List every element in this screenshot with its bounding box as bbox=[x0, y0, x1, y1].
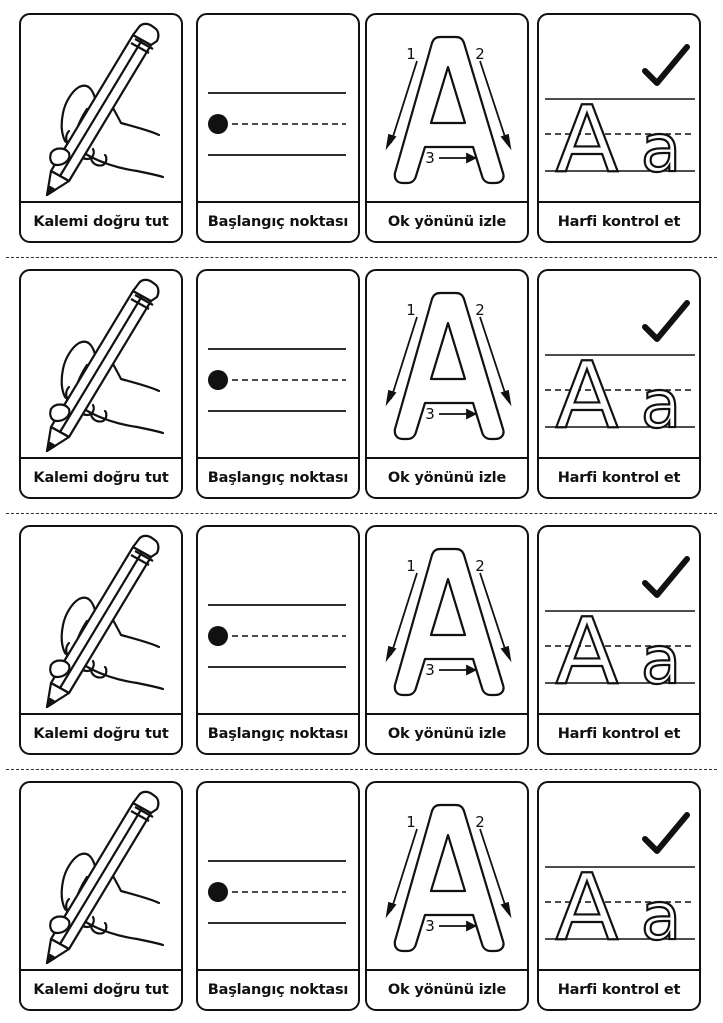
svg-text:a: a bbox=[640, 366, 682, 443]
svg-text:3: 3 bbox=[425, 405, 435, 423]
card-follow-arrows bbox=[365, 525, 529, 755]
card-hold-pencil bbox=[19, 269, 183, 499]
hand-pencil-icon bbox=[21, 527, 180, 712]
card-row bbox=[0, 13, 723, 249]
svg-text:1: 1 bbox=[406, 557, 416, 575]
checkmark-icon bbox=[539, 783, 698, 968]
svg-text:1: 1 bbox=[406, 301, 416, 319]
svg-text:2: 2 bbox=[475, 557, 485, 575]
card-label: Ok yönünü izle bbox=[367, 201, 527, 241]
svg-text:A: A bbox=[555, 598, 619, 705]
card-check-letter bbox=[537, 525, 701, 755]
hand-pencil-icon bbox=[21, 271, 180, 456]
cut-line bbox=[6, 769, 717, 770]
svg-text:1: 1 bbox=[406, 813, 416, 831]
svg-text:2: 2 bbox=[475, 45, 485, 63]
svg-text:2: 2 bbox=[475, 301, 485, 319]
svg-text:a: a bbox=[640, 110, 682, 187]
card-label: Kalemi doğru tut bbox=[21, 457, 181, 497]
card-hold-pencil bbox=[19, 13, 183, 243]
svg-text:3: 3 bbox=[425, 917, 435, 935]
card-start-point bbox=[196, 781, 360, 1011]
card-check-letter bbox=[537, 269, 701, 499]
card-start-point bbox=[196, 13, 360, 243]
card-label: Harfi kontrol et bbox=[539, 713, 699, 753]
card-hold-pencil bbox=[19, 525, 183, 755]
card-hold-pencil bbox=[19, 781, 183, 1011]
card-follow-arrows bbox=[365, 13, 529, 243]
card-check-letter bbox=[537, 781, 701, 1011]
card-label: Kalemi doğru tut bbox=[21, 969, 181, 1009]
checkmark-icon bbox=[539, 527, 698, 712]
svg-text:A: A bbox=[555, 342, 619, 449]
hand-pencil-icon bbox=[21, 783, 180, 968]
start-dot-icon bbox=[198, 15, 357, 200]
svg-text:A: A bbox=[555, 86, 619, 193]
card-row bbox=[0, 269, 723, 505]
card-follow-arrows bbox=[365, 781, 529, 1011]
stroke-arrow-icon bbox=[367, 783, 526, 968]
card-label: Kalemi doğru tut bbox=[21, 201, 181, 241]
svg-text:a: a bbox=[640, 878, 682, 955]
svg-text:1: 1 bbox=[406, 45, 416, 63]
checkmark-icon bbox=[539, 271, 698, 456]
card-label: Harfi kontrol et bbox=[539, 969, 699, 1009]
card-label: Ok yönünü izle bbox=[367, 969, 527, 1009]
card-row bbox=[0, 525, 723, 761]
card-label: Ok yönünü izle bbox=[367, 457, 527, 497]
card-label: Harfi kontrol et bbox=[539, 457, 699, 497]
card-start-point bbox=[196, 525, 360, 755]
hand-pencil-icon bbox=[21, 15, 180, 200]
card-follow-arrows bbox=[365, 269, 529, 499]
stroke-arrow-icon bbox=[367, 271, 526, 456]
start-dot-icon bbox=[198, 271, 357, 456]
stroke-arrow-icon bbox=[367, 527, 526, 712]
card-label: Başlangıç noktası bbox=[198, 201, 358, 241]
card-label: Başlangıç noktası bbox=[198, 969, 358, 1009]
card-label: Başlangıç noktası bbox=[198, 713, 358, 753]
card-label: Kalemi doğru tut bbox=[21, 713, 181, 753]
svg-text:a: a bbox=[640, 622, 682, 699]
card-check-letter bbox=[537, 13, 701, 243]
card-label: Ok yönünü izle bbox=[367, 713, 527, 753]
start-dot-icon bbox=[198, 783, 357, 968]
card-start-point bbox=[196, 269, 360, 499]
cut-line bbox=[6, 257, 717, 258]
card-label: Başlangıç noktası bbox=[198, 457, 358, 497]
card-row bbox=[0, 781, 723, 1017]
svg-text:3: 3 bbox=[425, 661, 435, 679]
stroke-arrow-icon bbox=[367, 15, 526, 200]
checkmark-icon bbox=[539, 15, 698, 200]
cut-line bbox=[6, 513, 717, 514]
card-label: Harfi kontrol et bbox=[539, 201, 699, 241]
svg-text:2: 2 bbox=[475, 813, 485, 831]
svg-text:3: 3 bbox=[425, 149, 435, 167]
svg-text:A: A bbox=[555, 854, 619, 961]
start-dot-icon bbox=[198, 527, 357, 712]
